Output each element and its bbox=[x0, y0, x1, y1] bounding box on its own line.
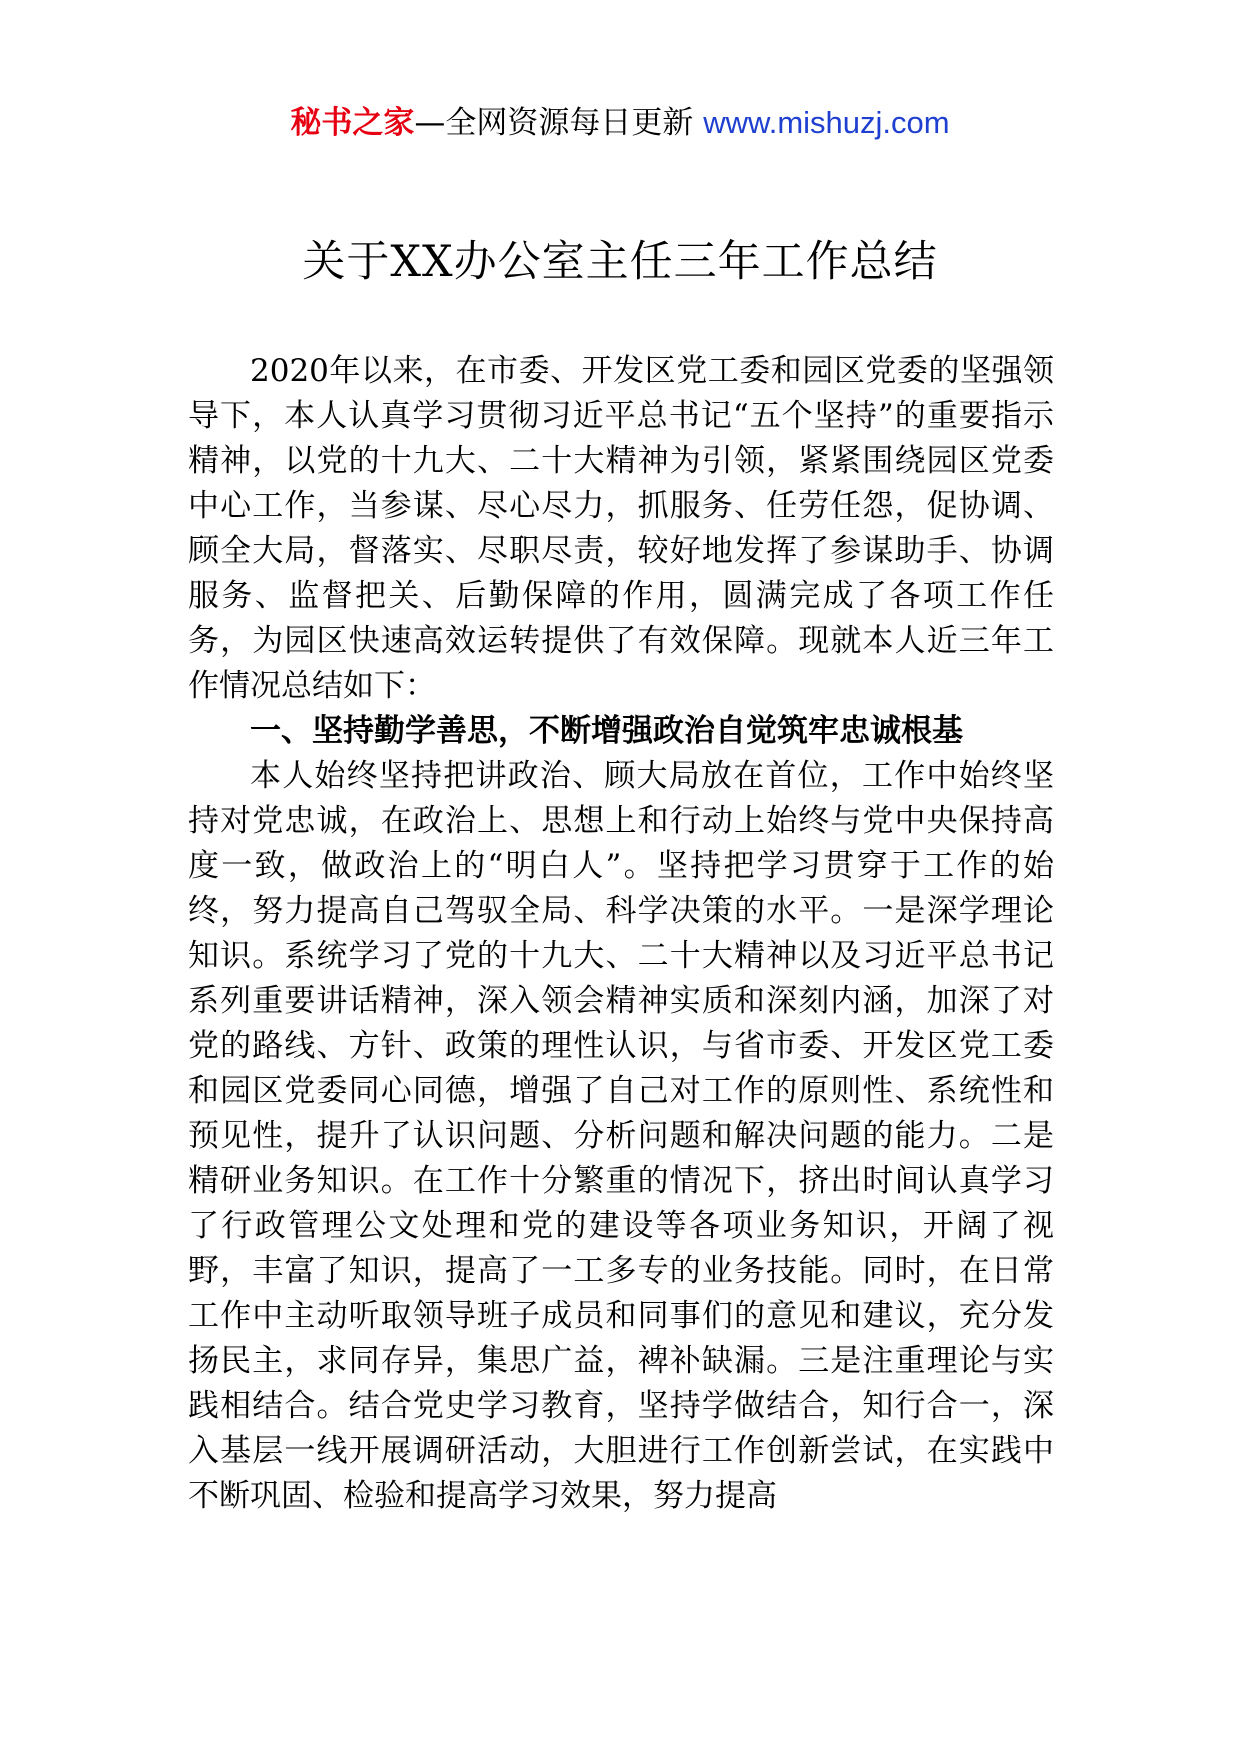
document-title: 关于XX办公室主任三年工作总结 bbox=[302, 237, 938, 287]
document-body bbox=[188, 349, 1054, 1519]
section-heading: 一、坚持勤学善思，不断增强政治自觉筑牢忠诚根基 bbox=[250, 713, 963, 749]
header-slogan: —全网资源每日更新 bbox=[414, 105, 694, 141]
site-url-link[interactable]: www.mishuzj.com bbox=[703, 105, 950, 140]
body-paragraph: 本人始终坚持把讲政治、顾大局放在首位，工作中始终坚持对党忠诚，在政治上、思想上和行动上始终与党中央保持高度一致，做政治上的“明白人”。坚持把学习贯穿于工作的始终，努力提高自己驾驭全局、科学决策的水平。一是深学理论知识。系统学习了党的十九大、二十大精神以及习近平总书记系列重要讲话精神，深入领会精神实质和深刻内涵，加深了对党的路线、方针、政策的理性认识，与省市委、开发区党工委和园区党委同心同德，增强了自己对工作的原则性、系统性和预见性，提升了认识问题、分析问题和解决问题的能力。二是精研业务知识。在工作十分繁重的情况下，挤出时间认真学习了行政管理公文处理和党的建设等各项业务知识，开阔了视野，丰富了知识，提高了一工多专的业务技能。同时，在日常工作中主动听取领导班子成员和同事们的意见和建议，充分发扬民主，求同存异，集思广益，裨补缺漏。三是注重理论与实践相结合。结合党史学习教育，坚持学做结合，知行合一，深入基层一线开展调研活动，大胆进行工作创新尝试，在实践中不断巩固、检验和提高学习效果，努力提高 bbox=[188, 758, 1054, 1514]
brand-name: 秘书之家 bbox=[290, 105, 415, 141]
intro-paragraph: 2020年以来，在市委、开发区党工委和园区党委的坚强领导下，本人认真学习贯彻习近平总书记“五个坚持”的重要指示精神，以党的十九大、二十大精神为引领，紧紧围绕园区党委中心工作，当参谋、尽心尽力，抓服务、任劳任怨，促协调、顾全大局，督落实、尽职尽责，较好地发挥了参谋助手、协调服务、监督把关、后勤保障的作用，圆满完成了各项工作任务，为园区快速高效运转提供了有效保障。现就本人近三年工作情况总结如下： bbox=[188, 353, 1054, 704]
site-header bbox=[0, 98, 1240, 148]
